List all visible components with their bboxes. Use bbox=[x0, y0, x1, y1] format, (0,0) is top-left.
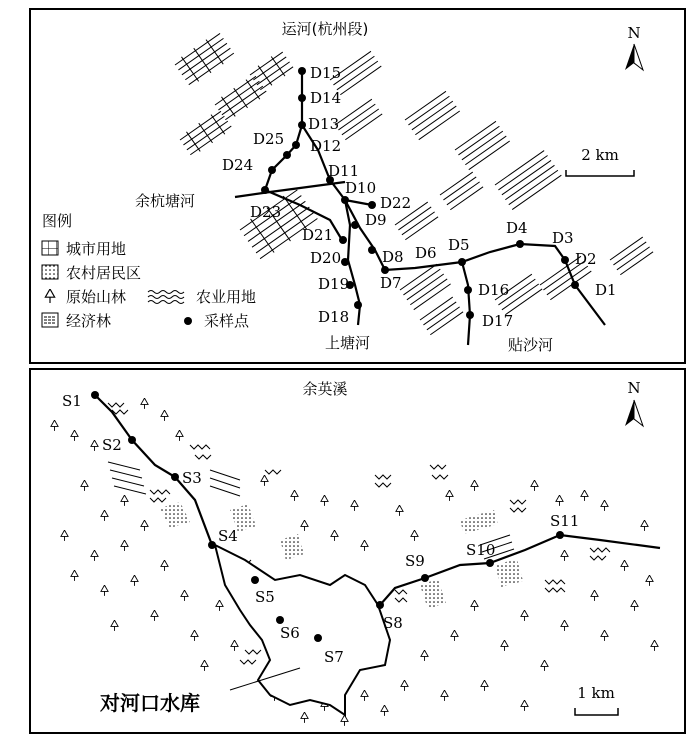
label-D5: D5 bbox=[448, 236, 470, 254]
label-S10: S10 bbox=[466, 541, 496, 559]
legend-agri-label: 农业用地 bbox=[196, 288, 257, 306]
label-S2: S2 bbox=[102, 436, 122, 454]
label-D10: D10 bbox=[345, 179, 377, 197]
label-D22: D22 bbox=[380, 194, 412, 212]
label-D12: D12 bbox=[310, 137, 342, 155]
top-sample-points bbox=[261, 67, 579, 319]
label-D11: D11 bbox=[328, 162, 360, 180]
scale-label-top: 2 km bbox=[581, 146, 619, 164]
label-S5: S5 bbox=[255, 588, 275, 606]
legend-agri-icon bbox=[148, 291, 184, 304]
label-D15: D15 bbox=[310, 64, 342, 82]
bottom-map-title: 余英溪 bbox=[302, 380, 348, 398]
bottom-panel-frame bbox=[30, 369, 685, 733]
river-shangtang: 上塘河 bbox=[325, 334, 371, 352]
legend-rural-label: 农村居民区 bbox=[66, 264, 142, 282]
legend-sample-label: 采样点 bbox=[204, 312, 250, 330]
river-tiesha: 贴沙河 bbox=[508, 336, 554, 354]
label-S9: S9 bbox=[405, 552, 425, 570]
legend-forest-icon bbox=[45, 289, 54, 303]
label-D24: D24 bbox=[222, 156, 254, 174]
top-map-title: 运河(杭州段) bbox=[281, 20, 369, 38]
label-S1: S1 bbox=[62, 392, 82, 410]
label-D3: D3 bbox=[552, 229, 574, 247]
reservoir-name: 对河口水库 bbox=[100, 691, 200, 715]
label-D13: D13 bbox=[308, 115, 340, 133]
label-D25: D25 bbox=[253, 130, 285, 148]
label-S8: S8 bbox=[383, 614, 403, 632]
legend bbox=[42, 212, 256, 330]
label-D16: D16 bbox=[478, 281, 510, 299]
scale-bar-top bbox=[566, 146, 634, 176]
label-S11: S11 bbox=[550, 512, 580, 530]
legend-sample-icon bbox=[184, 317, 192, 325]
label-S7: S7 bbox=[324, 648, 344, 666]
legend-econ-label: 经济林 bbox=[66, 312, 112, 330]
label-D4: D4 bbox=[506, 219, 528, 237]
label-D1: D1 bbox=[595, 281, 617, 299]
label-S3: S3 bbox=[182, 469, 202, 487]
north-label-bottom: N bbox=[627, 379, 641, 397]
label-D18: D18 bbox=[318, 308, 350, 326]
label-D9: D9 bbox=[365, 211, 387, 229]
north-label: N bbox=[627, 24, 641, 42]
label-D6: D6 bbox=[415, 244, 437, 262]
legend-title: 图例 bbox=[42, 212, 73, 230]
legend-urban-label: 城市用地 bbox=[66, 240, 127, 258]
label-D7: D7 bbox=[380, 274, 402, 292]
label-D19: D19 bbox=[318, 275, 350, 293]
label-D14: D14 bbox=[310, 89, 342, 107]
label-D23: D23 bbox=[250, 203, 282, 221]
label-D20: D20 bbox=[310, 249, 342, 267]
label-D8: D8 bbox=[382, 248, 404, 266]
label-D2: D2 bbox=[575, 250, 597, 268]
label-D17: D17 bbox=[482, 312, 514, 330]
north-arrow-icon bbox=[625, 379, 643, 426]
label-D21: D21 bbox=[302, 226, 334, 244]
label-S6: S6 bbox=[280, 624, 300, 642]
reservoir-outline bbox=[215, 545, 390, 715]
legend-rural-icon bbox=[42, 265, 58, 279]
north-arrow-icon bbox=[625, 24, 643, 70]
scale-label-bottom: 1 km bbox=[577, 684, 615, 702]
legend-urban-icon bbox=[42, 241, 58, 255]
label-S4: S4 bbox=[218, 527, 238, 545]
legend-forest-label: 原始山林 bbox=[66, 288, 127, 306]
bottom-river bbox=[95, 395, 660, 605]
scale-bar-bottom bbox=[575, 684, 618, 715]
river-yuhangtang: 余杭塘河 bbox=[135, 192, 196, 210]
